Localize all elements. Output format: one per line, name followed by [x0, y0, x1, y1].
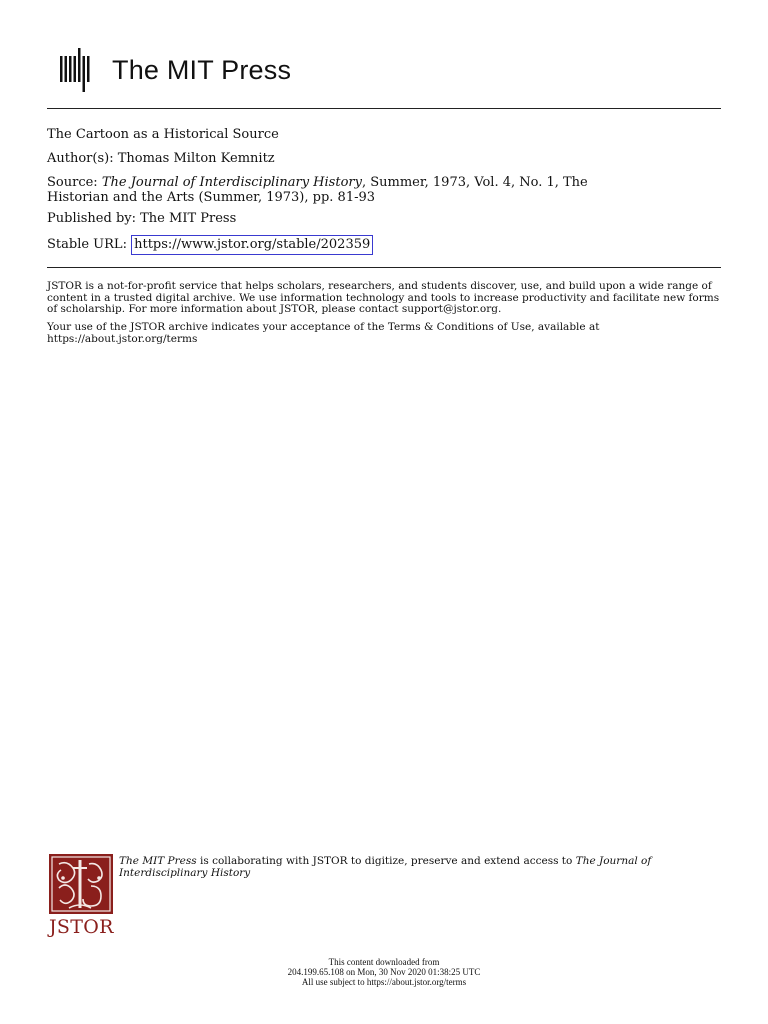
article-source — [47, 175, 721, 205]
jstor-notice: JSTOR is a not-for-profit service that helps scholars, researchers, and students discover, use, and build upon a wide range of content in a trusted digital archive. We use information technology and tools to increase productivity and facilitate new forms of scholarship. For more information about JSTOR, please contact support@jstor.org. — [47, 280, 720, 315]
collab-journal: The Journal of Interdisciplinary History — [119, 855, 652, 879]
barcode-icon — [58, 48, 98, 92]
footer-line-2: 204.199.65.108 on Mon, 30 Nov 2020 01:38:25 UTC — [287, 967, 481, 977]
published-label: Published by: — [47, 211, 136, 226]
jstor-wordmark: JSTOR — [49, 916, 114, 938]
source-journal[interactable]: The Journal of Interdisciplinary History — [101, 175, 362, 190]
stable-url-link[interactable]: https://www.jstor.org/stable/202359 — [131, 235, 373, 255]
collaboration-statement — [119, 855, 679, 879]
article-title: The Cartoon as a Historical Source — [47, 127, 279, 142]
stable-url-label: Stable URL: — [47, 237, 127, 252]
terms-notice — [47, 322, 727, 345]
published-by: The MIT Press — [140, 211, 237, 226]
collab-publisher: The MIT Press — [119, 855, 197, 867]
jstor-emblem-icon — [49, 854, 113, 914]
jstor-logo — [49, 854, 113, 936]
publisher-name: The MIT Press — [112, 54, 292, 85]
terms-notice-text: Your use of the JSTOR archive indicates your acceptance of the Terms & Conditions of Use, available at — [47, 321, 600, 333]
footer-line-1: This content downloaded from — [328, 957, 440, 967]
collab-text: is collaborating with JSTOR to digitize, preserve and extend access to — [196, 855, 576, 867]
mid-divider — [47, 267, 721, 268]
source-details: , Summer, 1973, Vol. 4, No. 1, The — [361, 175, 588, 190]
footer-line-3: All use subject to https://about.jstor.org/terms — [301, 977, 467, 987]
author-label: Author(s): — [47, 151, 114, 166]
article-stable-url — [47, 235, 721, 255]
article-author — [47, 151, 721, 166]
top-divider — [47, 108, 721, 109]
source-details-continued: Historian and the Arts (Summer, 1973), pp. 81-93 — [47, 190, 376, 205]
terms-link[interactable]: https://about.jstor.org/terms — [47, 332, 198, 345]
article-publisher — [47, 211, 721, 226]
source-label: Source: — [47, 175, 98, 190]
download-footer — [184, 957, 584, 987]
publisher-logo — [58, 48, 291, 92]
author-name: Thomas Milton Kemnitz — [117, 151, 275, 166]
